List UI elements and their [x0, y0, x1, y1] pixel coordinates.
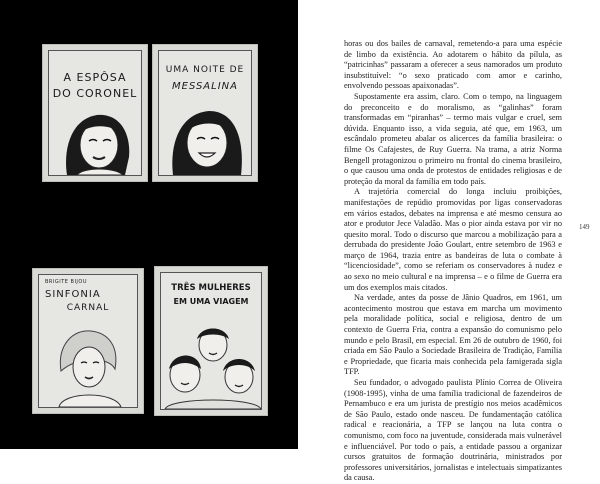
booklet-title-line: DO CORONEL: [52, 87, 138, 100]
right-page-text: [298, 0, 600, 483]
page-number: 149: [579, 223, 590, 231]
three-women-illustration: [161, 313, 262, 409]
booklet-title-line: TRÊS MULHERES: [171, 283, 251, 293]
blonde-woman-illustration: [39, 311, 138, 407]
booklet-title-line: A ESPÔSA: [63, 71, 127, 84]
woman-portrait-illustration: [49, 99, 142, 175]
booklet-sinfonia-carnal: [32, 268, 144, 414]
paragraph: Supostamente era assim, claro. Com o tempo, na linguagem do preconceito e do moralismo, as “galinhas” foram transformadas em “piranhas” – termo mais vulgar e cruel, sem dúvida. Enquanto isso, a vida seguia, até que, em 1963, um escândalo prometeu abalar os alicerces da família brasileira: o filme Os Cafajestes, de Ruy Guerra. Na trama, a atriz Norma Bengell protagonizou o primeiro nu frontal do cinema brasileiro, o que causou uma onda de protestos de entidades religiosas e de proteção da moral da família em todo país.: [344, 91, 562, 186]
booklet-uma-noite-de-messalina: [152, 44, 258, 182]
booklet-title-line: UMA NOITE DE: [165, 65, 245, 75]
smiling-woman-illustration: [159, 95, 252, 175]
booklet-title-line: CARNAL: [66, 303, 110, 313]
booklet-title-line: SINFONIA: [45, 289, 101, 300]
paragraph: Na verdade, antes da posse de Jânio Quadros, em 1961, um acontecimento mostrou que estava em marcha um movimento pela moralidade política, social e religiosa, dentro de um contexto de Guerra Fria, contra a expansão do comunismo pelo mundo e pelo Brasil, em especial. Em 26 de outubro de 1960, foi criada em São Paulo a Sociedade Brasileira de Tradição, Família e Propriedade, que ficaria mais conhecida pela famigerada sigla TFP.: [344, 293, 562, 377]
left-page-photo: [0, 0, 298, 449]
booklet-tres-mulheres-em-uma-viagem: [154, 266, 268, 416]
paragraph: horas ou dos bailes de carnaval, remetendo-a para uma espécie de limbo da existência. Ao adotarem o hábito da pílula, as “patricinhas” passaram a oferecer a seus namorados um produto insubstituível: “o sexo praticado com amor e carinho, envolvendo pessoas apaixonadas”.: [344, 39, 562, 91]
body-text: [344, 39, 562, 484]
paragraph: Seu fundador, o advogado paulista Plínio Correa de Oliveira (1908-1995), vinha de uma família tradicional de fazendeiros de Pernambuco e era um jurista de prestígio nos meios acadêmicos de São Paulo, estado onde nasceu. De fundamentação católica radical e reacionária, a TFP se lançou na luta contra o comunismo, com foco na juventude, considerada mais vulnerável e influenciável. Por todo o país, a entidade passou a organizar cursos gratuitos de formação doutrinária, ministrados por professores universitários, jornalistas e intelectuais simpatizantes da causa.: [344, 378, 562, 483]
booklet-a-esposa-do-coronel: [42, 44, 148, 182]
booklet-author-label: BRIGITE BIJOU: [45, 279, 88, 285]
booklet-title-line: EM UMA VIAGEM: [173, 297, 249, 306]
booklet-title-line: MESSALINA: [172, 81, 238, 92]
paragraph: A trajetória comercial do longa incluiu proibições, manifestações de repúdio promovidas por ligas conservadoras em vários estados, debates na imprensa e até mesmo censura ao ator e produtor Jece Valadão. Mas o pior ainda estava por vir no quesito moral. Todo o discurso que marcou a mobilização para a derrubada do presidente João Goulart, entre setembro de 1963 e março de 1964, trazia entre as bandeiras de luta o combate à “licenciosidade”, como se referiam os conservadores à nudez e ao sexo no meio cultural e na imprensa – e o filme de Guerra era um dos exemplos mais citados.: [344, 187, 562, 292]
